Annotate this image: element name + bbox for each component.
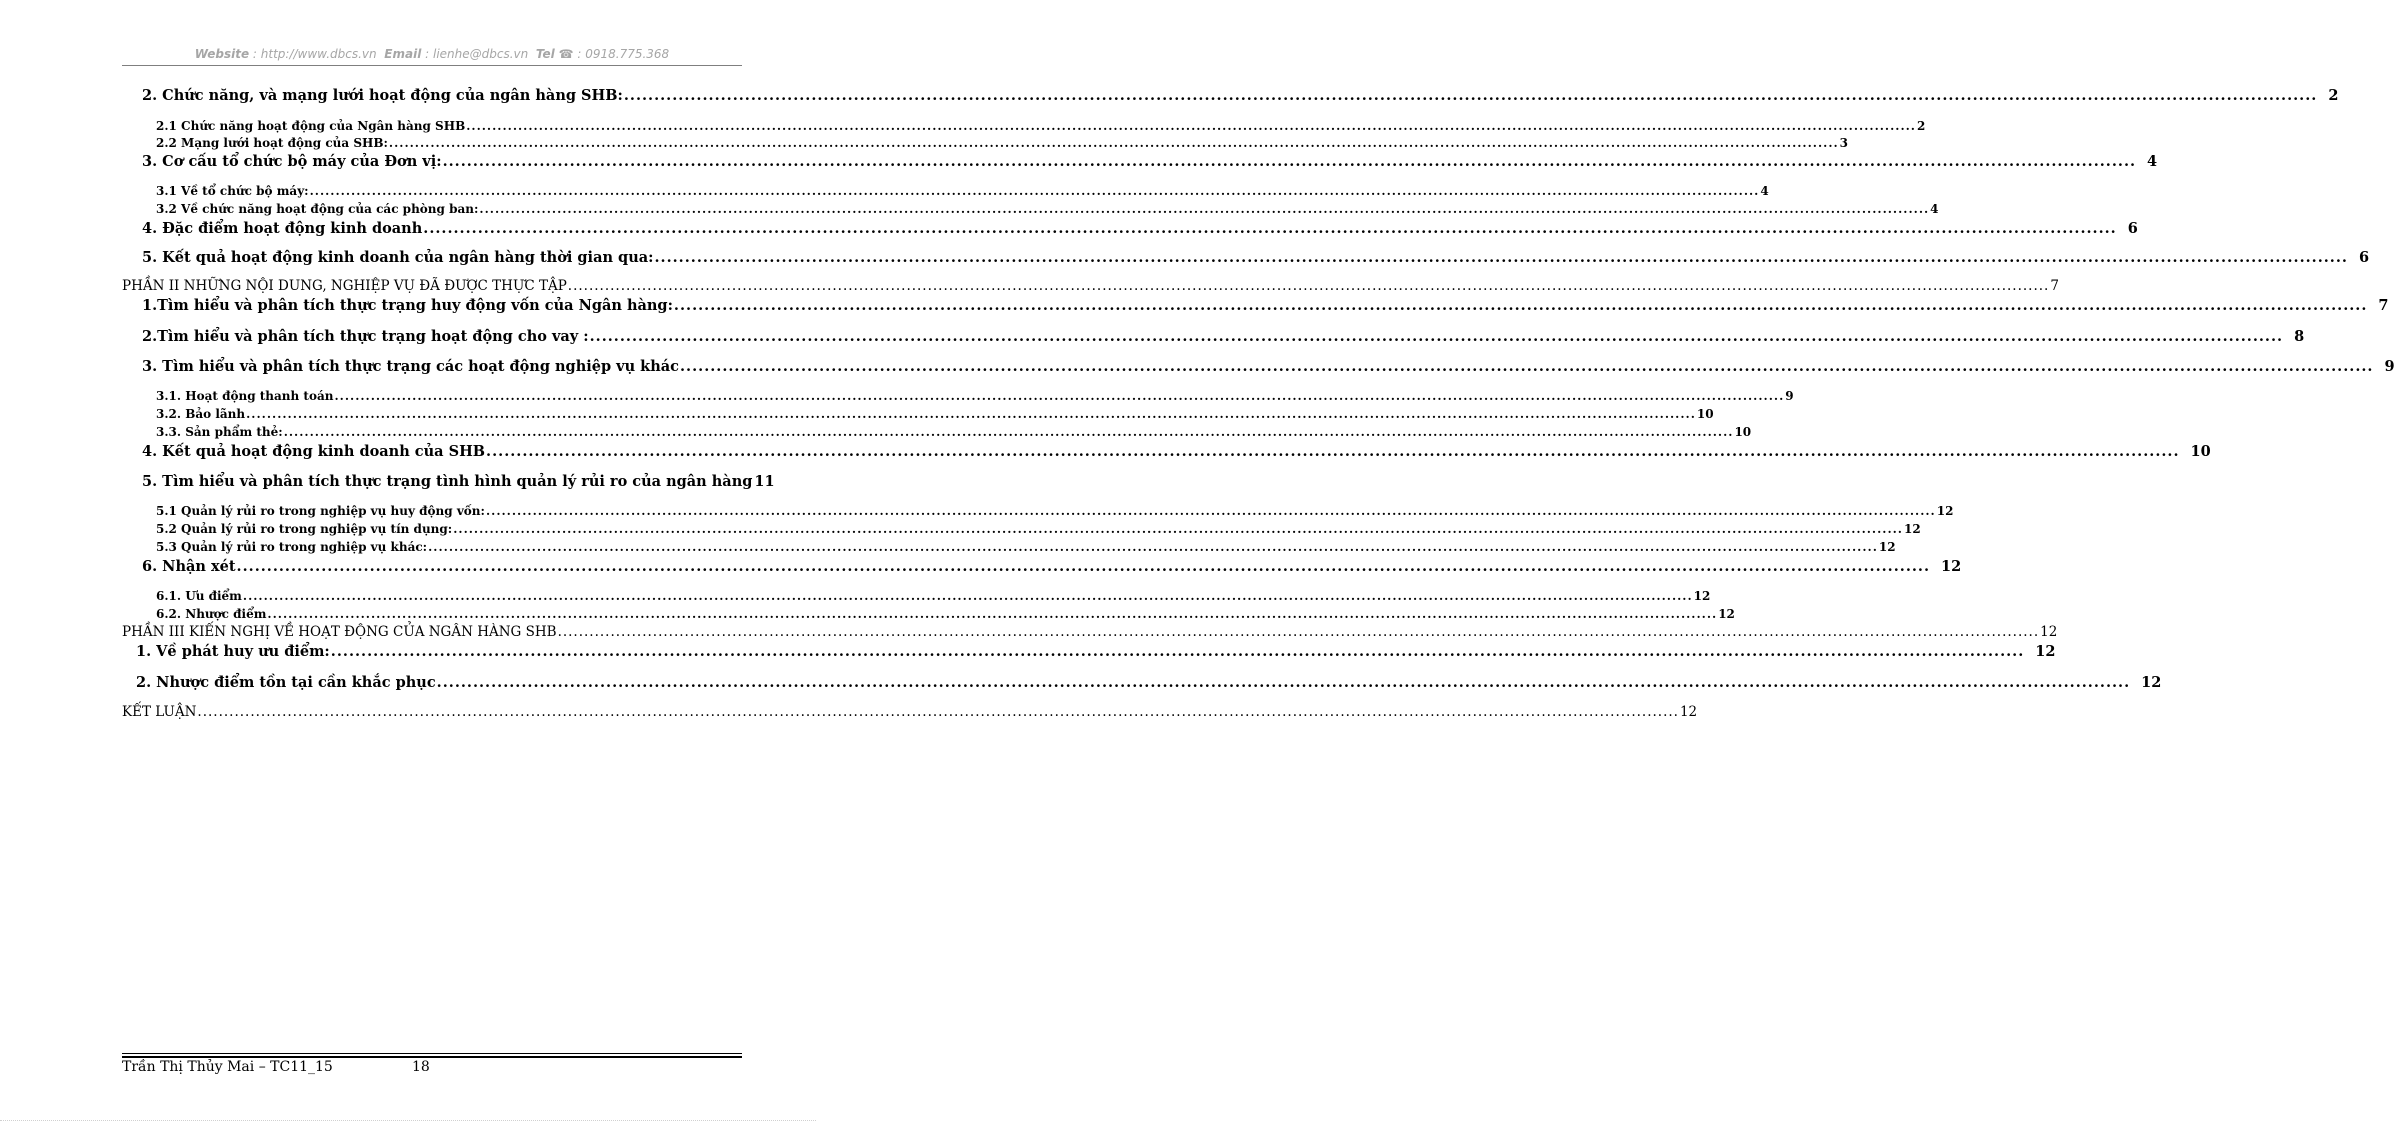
toc-part-heading[interactable]: PHẦN III KIẾN NGHỊ VỀ HOẠT ĐỘNG CỦA NGÂN HÀNG SHB ..... 12 <box>122 624 742 640</box>
footer-rule <box>122 1053 742 1054</box>
toc-entry[interactable]: 1.Tìm hiểu và phân tích thực trạng huy động vốn của Ngân hàng: ..... 7 <box>142 297 742 314</box>
toc-entry[interactable]: 3.2 Về chức năng hoạt động của các phòng ban: ..... 4 <box>156 202 742 216</box>
website-link[interactable]: http://www.dbcs.vn <box>260 47 377 61</box>
phone-icon: ☎ <box>558 47 574 61</box>
toc-entry[interactable]: 5. Kết quả hoạt động kinh doanh của ngân hàng thời gian qua: ..... 6 <box>142 249 742 266</box>
toc-entry[interactable]: 5.3 Quản lý rủi ro trong nghiệp vụ khác: ..... 12 <box>156 540 742 554</box>
toc-entry[interactable]: 4. Kết quả hoạt động kinh doanh của SHB ..... 10 <box>142 443 742 460</box>
toc-entry[interactable]: 3. Tìm hiểu và phân tích thực trạng các hoạt động nghiệp vụ khác ..... 9 <box>142 358 742 375</box>
toc-entry[interactable]: 5. Tìm hiểu và phân tích thực trạng tình hình quản lý rủi ro của ngân hàng 11 <box>142 473 775 490</box>
page-header: Website : http://www.dbcs.vn Email : lienhe@dbcs.vn Tel ☎ : 0918.775.368 <box>194 47 670 61</box>
toc-entry[interactable]: 2.2 Mạng lưới hoạt động của SHB: ..... 3 <box>156 136 742 150</box>
footer-rule-thick <box>122 1056 742 1058</box>
toc-entry[interactable]: 6.1. Ưu điểm ..... 12 <box>156 589 742 603</box>
toc-entry[interactable]: 3.1. Hoạt động thanh toán ..... 9 <box>156 389 742 403</box>
tel-label: Tel <box>535 47 555 61</box>
page-bottom-edge <box>0 1120 816 1121</box>
toc-entry[interactable]: 2.1 Chức năng hoạt động của Ngân hàng SHB ..... 2 <box>156 119 742 133</box>
tel-value: 0918.775.368 <box>585 47 670 61</box>
toc-part-heading[interactable]: KẾT LUẬN ..... 12 <box>122 704 742 720</box>
toc-entry[interactable]: 5.2 Quản lý rủi ro trong nghiệp vụ tín dụng: ..... 12 <box>156 522 742 536</box>
toc-entry[interactable]: 3.3. Sản phẩm thẻ: ..... 10 <box>156 425 742 439</box>
email-link[interactable]: lienhe@dbcs.vn <box>432 47 529 61</box>
footer-author: Trần Thị Thủy Mai – TC11_15 <box>122 1059 333 1075</box>
toc-entry[interactable]: 2. Chức năng, và mạng lưới hoạt động của ngân hàng SHB: ..... 2 <box>142 87 742 104</box>
toc-entry[interactable]: 4. Đặc điểm hoạt động kinh doanh ..... 6 <box>142 220 742 237</box>
toc-entry[interactable]: 3.1 Về tổ chức bộ máy: ..... 4 <box>156 184 742 198</box>
toc-entry[interactable]: 3. Cơ cấu tổ chức bộ máy của Đơn vị: ..... 4 <box>142 153 742 170</box>
footer-page-number: 18 <box>412 1059 430 1075</box>
email-label: Email <box>384 47 422 61</box>
toc-entry[interactable]: 6.2. Nhược điểm ..... 12 <box>156 607 742 621</box>
header-rule <box>122 65 742 66</box>
toc-entry[interactable]: 2.Tìm hiểu và phân tích thực trạng hoạt động cho vay : ..... 8 <box>142 328 742 345</box>
toc-part-heading[interactable]: PHẦN II NHỮNG NỘI DUNG, NGHIỆP VỤ ĐÃ ĐƯỢC THỰC TẬP ..... 7 <box>122 278 742 294</box>
toc-entry[interactable]: 6. Nhận xét ..... 12 <box>142 558 742 575</box>
toc-entry[interactable]: 1. Về phát huy ưu điểm: ..... 12 <box>136 643 742 660</box>
website-label: Website <box>194 47 250 61</box>
toc-entry[interactable]: 3.2. Bảo lãnh ..... 10 <box>156 407 742 421</box>
toc-entry[interactable]: 2. Nhược điểm tồn tại cần khắc phục ..... 12 <box>136 674 742 691</box>
toc-entry[interactable]: 5.1 Quản lý rủi ro trong nghiệp vụ huy động vốn: ..... 12 <box>156 504 742 518</box>
